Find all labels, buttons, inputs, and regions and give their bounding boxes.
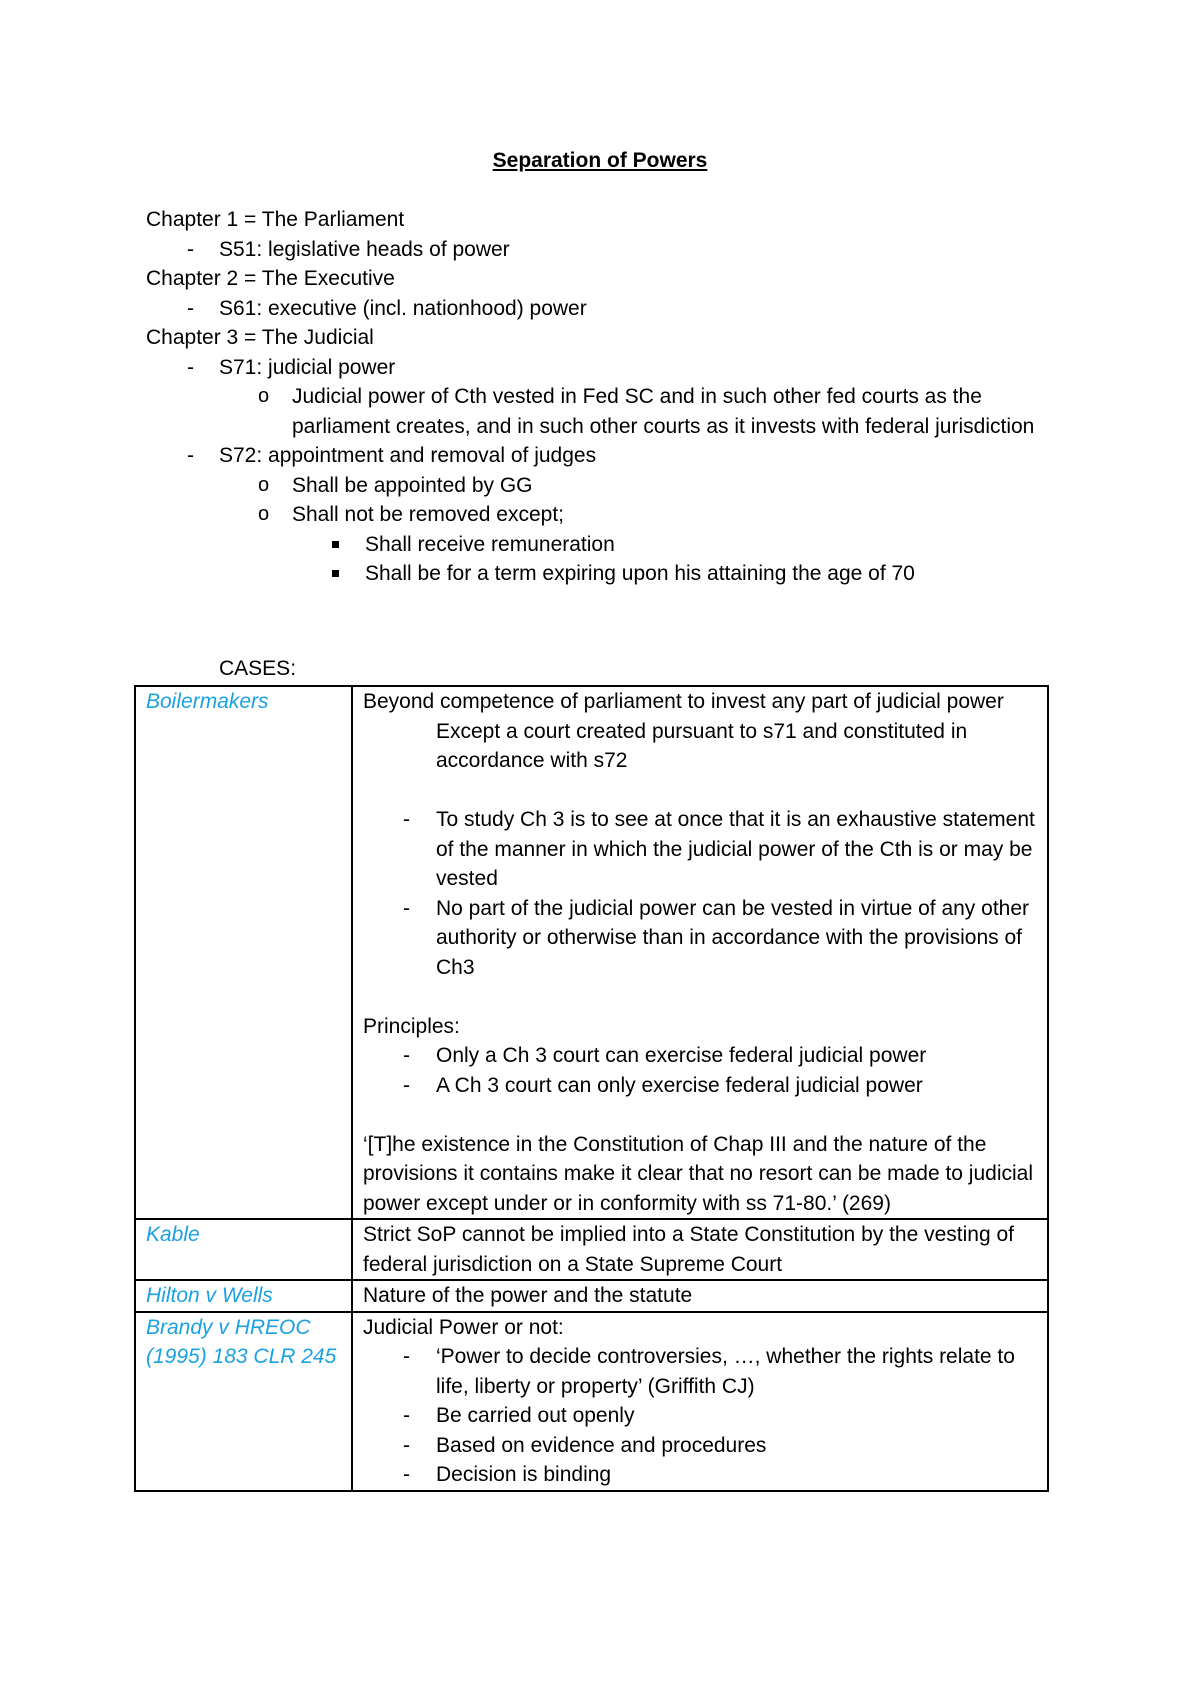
case-description (352, 1312, 1048, 1491)
case-para-line: Nature of the power and the statute (363, 1284, 693, 1307)
case-description (352, 1280, 1048, 1312)
case-row (135, 1312, 1048, 1491)
chapter-outline (146, 205, 1066, 589)
case-name: Boilermakers (135, 686, 352, 1219)
case-dash-line: - Based on evidence and procedures (363, 1431, 1037, 1461)
case-dash-line: - Be carried out openly (363, 1401, 1037, 1431)
case-indent-line: Except a court created pursuant to s71 and constituted in accordance with s72 (436, 719, 968, 772)
outline-item-ch: Chapter 3 = The Judicial (146, 326, 374, 349)
case-blank-line (363, 776, 1037, 806)
cases-label: CASES: (219, 657, 297, 680)
outline-item-subsub: Shall be for a term expiring upon his attaining the age of 70 (146, 559, 1066, 589)
case-description (352, 686, 1048, 1219)
outline-item-sec: - S61: executive (incl. nationhood) power (146, 294, 1066, 324)
case-row (135, 686, 1048, 1219)
case-dash-line: - No part of the judicial power can be vested in virtue of any other authority or otherwise than in accordance with the provisions of Ch3 (363, 894, 1037, 983)
outline-item-sub: o Shall be appointed by GG (146, 471, 1066, 501)
case-blank-line (363, 982, 1037, 1012)
outline-item-sec: - S71: judicial power (146, 353, 1066, 383)
case-para-line: Principles: (363, 1014, 460, 1038)
document-title: Separation of Powers (492, 149, 708, 172)
outline-item-sec: - S51: legislative heads of power (146, 235, 1066, 265)
case-dash-line: - ‘Power to decide controversies, …, whether the rights relate to life, liberty or property’ (Griffith CJ) (363, 1342, 1037, 1401)
case-para-line: ‘[T]he existence in the Constitution of Chap III and the nature of the provisions it contains make it clear that no resort can be made to judicial power except under or in conformity with ss 71-80.’ (269) (363, 1132, 1034, 1215)
case-para-line: Judicial Power or not: (363, 1315, 564, 1339)
case-dash-line: - Decision is binding (363, 1460, 1037, 1490)
cases-table (134, 685, 1049, 1492)
case-row (135, 1280, 1048, 1312)
case-name: Hilton v Wells (135, 1280, 352, 1312)
case-blank-line (363, 1100, 1037, 1130)
case-para-line: Strict SoP cannot be implied into a State Constitution by the vesting of federal jurisdiction on a State Supreme Court (363, 1223, 1014, 1276)
case-dash-line: - Only a Ch 3 court can exercise federal judicial power (363, 1041, 1037, 1071)
case-description (352, 1219, 1048, 1280)
case-name: Brandy v HREOC (1995) 183 CLR 245 (135, 1312, 352, 1491)
case-dash-line: - To study Ch 3 is to see at once that it is an exhaustive statement of the manner in which the judicial power of the Cth is or may be vested (363, 805, 1037, 894)
case-dash-line: - A Ch 3 court can only exercise federal judicial power (363, 1071, 1037, 1101)
outline-item-ch: Chapter 2 = The Executive (146, 267, 395, 290)
outline-item-sub: o Shall not be removed except; (146, 500, 1066, 530)
outline-item-ch: Chapter 1 = The Parliament (146, 208, 405, 231)
outline-item-subsub: Shall receive remuneration (146, 530, 1066, 560)
case-row (135, 1219, 1048, 1280)
case-para-line: Beyond competence of parliament to invest any part of judicial power (363, 690, 1004, 713)
case-name: Kable (135, 1219, 352, 1280)
outline-item-sub: o Judicial power of Cth vested in Fed SC and in such other fed courts as the parliament creates, and in such other courts as it invests with federal jurisdiction (146, 382, 1066, 441)
outline-item-sec: - S72: appointment and removal of judges (146, 441, 1066, 471)
